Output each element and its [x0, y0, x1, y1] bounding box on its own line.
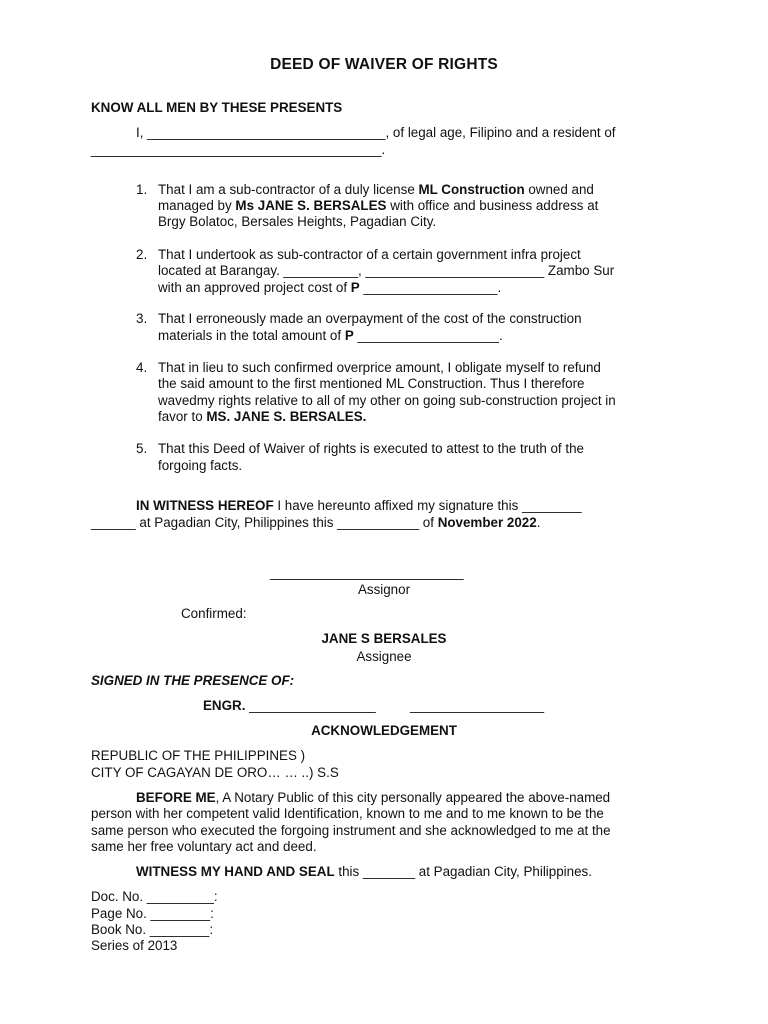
item-line: That I undertook as sub-contractor of a certain government infra project [158, 247, 581, 262]
item-text: That I am a sub-contractor of a duly license [158, 182, 419, 197]
intro-heading: KNOW ALL MEN BY THESE PRESENTS [91, 100, 343, 115]
assignee-name: MS. JANE S. BERSALES. [206, 409, 367, 424]
engr-blank: _________________ [245, 698, 376, 713]
before-me-line-3: same person who executed the forgoing instrument and she acknowledged to me at the [91, 823, 611, 838]
company-name: ML Construction [418, 182, 525, 197]
item-line [158, 198, 598, 214]
before-me-paragraph [136, 790, 610, 806]
acknowledgement-heading: ACKNOWLEDGEMENT [311, 723, 457, 738]
item-text: materials in the total amount of [158, 328, 345, 343]
item-number: 5. [136, 441, 148, 456]
item-line: the said amount to the first mentioned ML Construction. Thus I therefore [158, 376, 585, 391]
witness-text: . [536, 515, 541, 530]
item-line: That in lieu to such confirmed overprice amount, I obligate myself to refund [158, 360, 601, 375]
item-line: That I erroneously made an overpayment of the cost of the construction [158, 311, 582, 326]
confirmed-label: Confirmed: [181, 606, 247, 621]
item-number: 3. [136, 311, 148, 326]
witness-text: I have hereunto affixed my signature this ________ [273, 498, 582, 513]
item-line: That this Deed of Waiver of rights is executed to attest to the truth of the [158, 441, 584, 456]
item-text: ___________________. [353, 328, 503, 343]
name-blank: ________________________________ [147, 125, 386, 140]
item-line: forgoing facts. [158, 458, 243, 473]
item-text: owned and [524, 182, 594, 197]
witness-paragraph-line-2 [91, 515, 540, 531]
item-line [158, 409, 366, 425]
witness-heading: IN WITNESS HEREOF [136, 498, 274, 513]
witness-text: ______ at Pagadian City, Philippines this ___________ of [91, 515, 438, 530]
intro-line-2: _______________________________________. [91, 142, 386, 157]
owner-name: Ms JANE S. BERSALES [235, 198, 387, 213]
item-text: with an approved project cost of [158, 280, 351, 295]
item-line: Brgy Bolatoc, Bersales Heights, Pagadian City. [158, 214, 437, 229]
page-no: Page No. ________: [91, 906, 214, 921]
witness-date: November 2022 [437, 515, 537, 530]
second-witness-line: __________________ [410, 698, 545, 713]
intro-line-1-start: I, [136, 125, 148, 140]
engr-label: ENGR. [203, 698, 246, 713]
peso-sign: P [344, 328, 354, 343]
book-no: Book No. ________: [91, 922, 214, 937]
hand-seal-heading: WITNESS MY HAND AND SEAL [136, 864, 335, 879]
hand-seal-paragraph [136, 864, 592, 880]
series-year: Series of 2013 [91, 938, 178, 953]
engr-witness-line [203, 698, 376, 714]
before-me-line-4: same her free voluntary act and deed. [91, 839, 317, 854]
item-text: managed by [158, 198, 236, 213]
before-me-heading: BEFORE ME [136, 790, 216, 805]
item-text: with office and business address at [386, 198, 599, 213]
item-number: 4. [136, 360, 148, 375]
document-title: DEED OF WAIVER OF RIGHTS [270, 56, 498, 73]
assignee-name: JANE S BERSALES [321, 631, 447, 646]
venue-line-1: REPUBLIC OF THE PHILIPPINES ) [91, 748, 306, 763]
item-line [158, 328, 503, 344]
assignor-label: Assignor [357, 582, 411, 597]
item-line: located at Barangay. __________, ________________________ Zambo Sur [158, 263, 615, 278]
item-number: 1. [136, 182, 148, 197]
witness-paragraph [136, 498, 582, 514]
intro-line-1 [136, 125, 616, 141]
item-line [158, 280, 501, 296]
before-me-text: , A Notary Public of this city personally appeared the above-named [215, 790, 611, 805]
item-text: __________________. [359, 280, 502, 295]
signed-presence-heading: SIGNED IN THE PRESENCE OF: [91, 673, 295, 688]
assignor-signature-line: __________________________ [270, 565, 464, 580]
item-line [158, 182, 594, 198]
intro-line-1-end: , of legal age, Filipino and a resident of [385, 125, 616, 140]
doc-no: Doc. No. _________: [91, 889, 218, 904]
item-number: 2. [136, 247, 148, 262]
item-text: favor to [158, 409, 207, 424]
hand-seal-text: this _______ at Pagadian City, Philippines. [334, 864, 592, 879]
peso-sign: P [350, 280, 360, 295]
before-me-line-2: person with her competent valid Identification, known to me and to me known to be the [91, 806, 604, 821]
assignee-label: Assignee [356, 649, 412, 664]
venue-line-2: CITY OF CAGAYAN DE ORO… … ..) S.S [91, 765, 339, 780]
item-line: wavedmy rights relative to all of my other on going sub-construction project in [158, 393, 616, 408]
